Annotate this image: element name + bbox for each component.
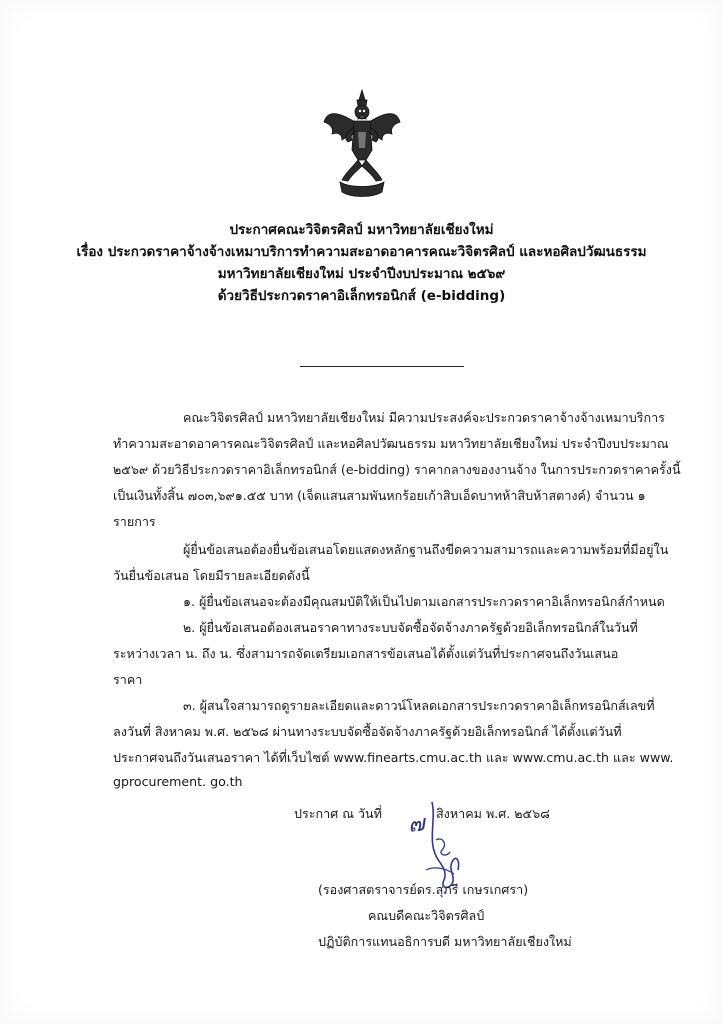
signatory-position-acting: ปฏิบัติการแทนอธิการบดี มหาวิทยาลัยเชียงใหม่ (318, 934, 572, 949)
list-item-continuation: ระหว่างเวลา น. ถึง น. ซึ่งสามารถจัดเตรียมเอกสารข้อเสนอได้ตั้งแต่วันที่ประกาศจนถึงวันเสนอ (113, 646, 619, 661)
announcement-title: ประกาศคณะวิจิตรศิลป์ มหาวิทยาลัยเชียงใหม่ (229, 222, 494, 238)
signature-icon (418, 800, 468, 892)
paragraph-line: รายการ (113, 514, 156, 529)
subject-line: เรื่อง ประกวดราคาจ้างจ้างเหมาบริการทำความสะอาดอาคารคณะวิจิตรศิลป์ และหอศิลปวัฒนธรรม (76, 244, 647, 260)
list-item-continuation: gprocurement. go.th (113, 774, 243, 789)
list-item: ๒. ผู้ยื่นข้อเสนอต้องเสนอราคาทางระบบจัดซื้อจัดจ้างภาครัฐด้วยอิเล็กทรอนิกส์ในวันที่ (183, 620, 638, 635)
subject-line-2: มหาวิทยาลัยเชียงใหม่ ประจำปีงบประมาณ ๒๕๖๙ (217, 266, 506, 282)
list-item-continuation: ประกาศจนถึงวันเสนอราคา ได้ที่เว็บไซต์ www.finearts.cmu.ac.th และ www.cmu.ac.th และ www. (113, 750, 674, 765)
dateline-suffix: สิงหาคม พ.ศ. ๒๕๖๘ (436, 806, 550, 821)
list-item-continuation: ลงวันที่ สิงหาคม พ.ศ. ๒๕๖๘ ผ่านทางระบบจัดซื้อจัดจ้างภาครัฐด้วยอิเล็กทรอนิกส์ ได้ตั้งแต่วันที่ (113, 724, 622, 739)
dateline-prefix: ประกาศ ณ วันที่ (294, 806, 382, 821)
paragraph-line: คณะวิจิตรศิลป์ มหาวิทยาลัยเชียงใหม่ มีความประสงค์จะประกวดราคาจ้างจ้างเหมาบริการ (183, 410, 665, 425)
garuda-emblem-icon (322, 88, 402, 200)
list-item: ๓. ผู้สนใจสามารถดูรายละเอียดและดาวน์โหลดเอกสารประกวดราคาอิเล็กทรอนิกส์เลขที่ (183, 698, 655, 713)
list-item-continuation: ราคา (113, 672, 143, 687)
list-item: ๑. ผู้ยื่นข้อเสนอจะต้องมีคุณสมบัติให้เป็นไปตามเอกสารประกวดราคาอิเล็กทรอนิกส์กำหนด (183, 594, 665, 609)
subject-line-3: ด้วยวิธีประกวดราคาอิเล็กทรอนิกส์ (e-bidding) (217, 288, 506, 304)
paragraph-line: ทำความสะอาดอาคารคณะวิจิตรศิลป์ และหอศิลปวัฒนธรรม มหาวิทยาลัยเชียงใหม่ ประจำปีงบประมาณ (113, 436, 669, 451)
divider (300, 366, 464, 367)
signatory-name: (รองศาสตราจารย์ดร.สุภรี เกษรเกศรา) (318, 882, 529, 897)
handwritten-day: ๗ (406, 811, 426, 838)
paragraph-line: ผู้ยื่นข้อเสนอต้องยื่นข้อเสนอโดยแสดงหลักฐานถึงขีดความสามารถและความพร้อมที่มีอยู่ใน (183, 542, 669, 557)
signatory-position: คณบดีคณะวิจิตรศิลป์ (368, 908, 485, 923)
paragraph-line: วันยื่นข้อเสนอ โดยมีรายละเอียดดังนี้ (113, 568, 310, 583)
paragraph-line: ๒๕๖๙ ด้วยวิธีประกวดราคาอิเล็กทรอนิกส์ (e-bidding) ราคากลางของงานจ้าง ในการประกวดราคาครั้งนี้ (113, 462, 681, 477)
paragraph-line: เป็นเงินทั้งสิ้น ๗๐๓,๖๙๑.๕๕ บาท (เจ็ดแสนสามพันหกร้อยเก้าสิบเอ็ดบาทห้าสิบห้าสตางค์) จำนวน ๑ (113, 488, 646, 503)
